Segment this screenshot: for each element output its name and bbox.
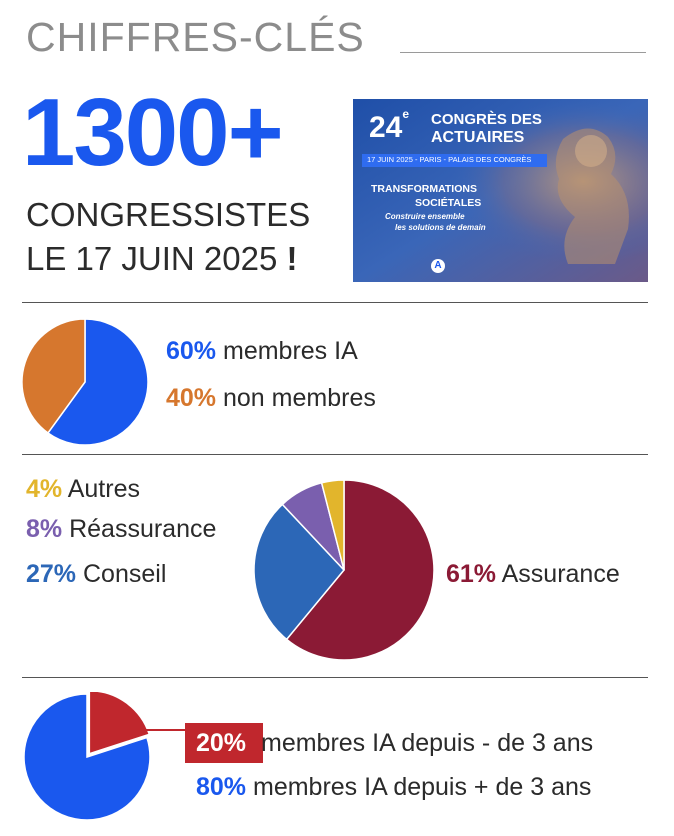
attendee-count: 1300+ — [22, 79, 282, 186]
legend-senior-members — [196, 773, 591, 802]
legend-label: Autres — [67, 475, 140, 503]
poster-title-line2: ACTUAIRES — [431, 129, 525, 146]
poster-edition-number: 24 — [369, 111, 403, 144]
poster-date: 17 JUIN 2025 - PARIS - PALAIS DES CONGRÈS — [367, 155, 532, 164]
legend-label: Réassurance — [69, 515, 217, 543]
legend-label: Conseil — [83, 560, 167, 588]
poster-edition — [369, 107, 410, 145]
legend-value: 20% — [196, 729, 247, 757]
legend-value: 8% — [26, 515, 63, 543]
legend-value: 4% — [26, 475, 63, 503]
poster-subtitle-4: les solutions de demain — [395, 223, 486, 232]
legend-assurance — [446, 560, 620, 589]
institute-logo: A — [431, 259, 445, 273]
attendee-date-text: LE 17 JUIN 2025 — [26, 240, 278, 277]
legend-value: 80% — [196, 773, 247, 801]
page-title: CHIFFRES-CLÉS — [26, 14, 365, 60]
legend-label: Assurance — [501, 560, 620, 588]
poster-subtitle-3: Construire ensemble — [385, 212, 465, 221]
membership-pie-chart — [20, 317, 150, 447]
callout-connector — [140, 727, 186, 735]
legend-members — [166, 337, 358, 366]
poster-subtitle-1: TRANSFORMATIONS — [371, 183, 477, 195]
legend-conseil — [26, 560, 166, 589]
legend-value: 61% — [446, 560, 497, 588]
poster-edition-suffix: e — [402, 107, 410, 121]
poster-title-line1: CONGRÈS DES — [431, 111, 542, 128]
section-divider — [22, 302, 648, 303]
legend-non-members — [166, 384, 376, 413]
attendee-date-exclamation: ! — [286, 240, 298, 277]
poster-subtitle-2: SOCIÉTALES — [415, 197, 482, 209]
legend-reassurance — [26, 515, 216, 544]
sector-pie-chart — [252, 478, 436, 662]
legend-autres — [26, 475, 140, 504]
legend-label: membres IA — [223, 337, 358, 365]
congress-poster — [353, 99, 648, 282]
legend-recent-members — [196, 729, 593, 758]
title-underline — [400, 52, 646, 53]
legend-label: membres IA depuis + de 3 ans — [253, 773, 592, 801]
legend-value: 40% — [166, 384, 217, 412]
section-divider — [22, 677, 648, 678]
legend-label: non membres — [223, 384, 376, 412]
attendee-date — [26, 240, 298, 278]
seniority-pie-chart — [22, 692, 152, 822]
section-divider — [22, 454, 648, 455]
legend-value: 60% — [166, 337, 217, 365]
attendee-label: CONGRESSISTES — [26, 196, 311, 233]
legend-label: membres IA depuis - de 3 ans — [261, 729, 594, 757]
legend-value: 27% — [26, 560, 77, 588]
